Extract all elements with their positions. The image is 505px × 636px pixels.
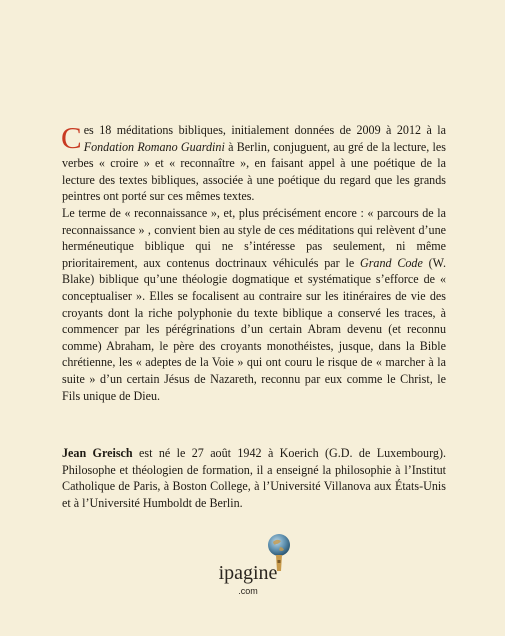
blurb-text-1b: à Berlin, conjuguent, au gré de la lecture, les verbes « croire » et « reconnaître », en faisant appel à une poétique de la lecture des textes bibliques, associée à une poétique du regard que les grands peintres ont porté sur ces mêmes textes.: [62, 139, 446, 204]
blurb-paragraph-2: [62, 205, 446, 404]
author-bio-text: est né le 27 août 1942 à Koerich (G.D. de Luxembourg). Philosophe et théologien de formation, il a enseigné la philosophie à l’Institut Catholique de Paris, à Boston College, à l’Université Villanova aux États-Unis et à l’Université Humboldt de Berlin.: [62, 446, 447, 510]
blurb-text-2a: Le terme de « reconnaissance », et, plus précisément encore : « parcours de la reconnaissance » , convient bien au style de ces méditations qui relèvent d’une herméneutique biblique qui ne s’intéresse pas seulement, ni même prioritairement, aux contenus doctrinaux véhiculés par le: [62, 205, 446, 270]
blurb-text-1a: es 18 méditations bibliques, initialement données de 2009 à 2012 à la: [83, 123, 446, 137]
publisher-domain: .com: [238, 586, 258, 596]
author-bio: [62, 445, 446, 511]
blurb-paragraph-1: [62, 122, 446, 205]
author-name: Jean Greisch: [62, 446, 133, 460]
drop-cap: C: [61, 120, 82, 155]
publisher-name: ipagine: [218, 562, 278, 584]
grand-code-title: Grand Code: [359, 255, 423, 270]
book-blurb: [62, 122, 446, 404]
blurb-text-2b: (W. Blake) biblique qu’une théologie dogmatique et systématique s’efforce de « conceptualiser ». Elles se focalisent au contraire sur les itinéraires de vie des croyants dont la riche polyphonie du texte biblique a conservé les traces, à commencer par les pérégrinations d’un certain Abram devenu (et reconnu comme) Abraham, le père des croyants monothéistes, jusque, dans la Bible chrétienne, les « adeptes de la Voie » qui ont couru le risque de « marcher à la suite » d’un certain Jésus de Nazareth, reconnu par eux comme le Christ, le Fils unique de Dieu.: [62, 255, 446, 403]
foundation-name: Fondation Romano Guardini: [83, 139, 225, 154]
